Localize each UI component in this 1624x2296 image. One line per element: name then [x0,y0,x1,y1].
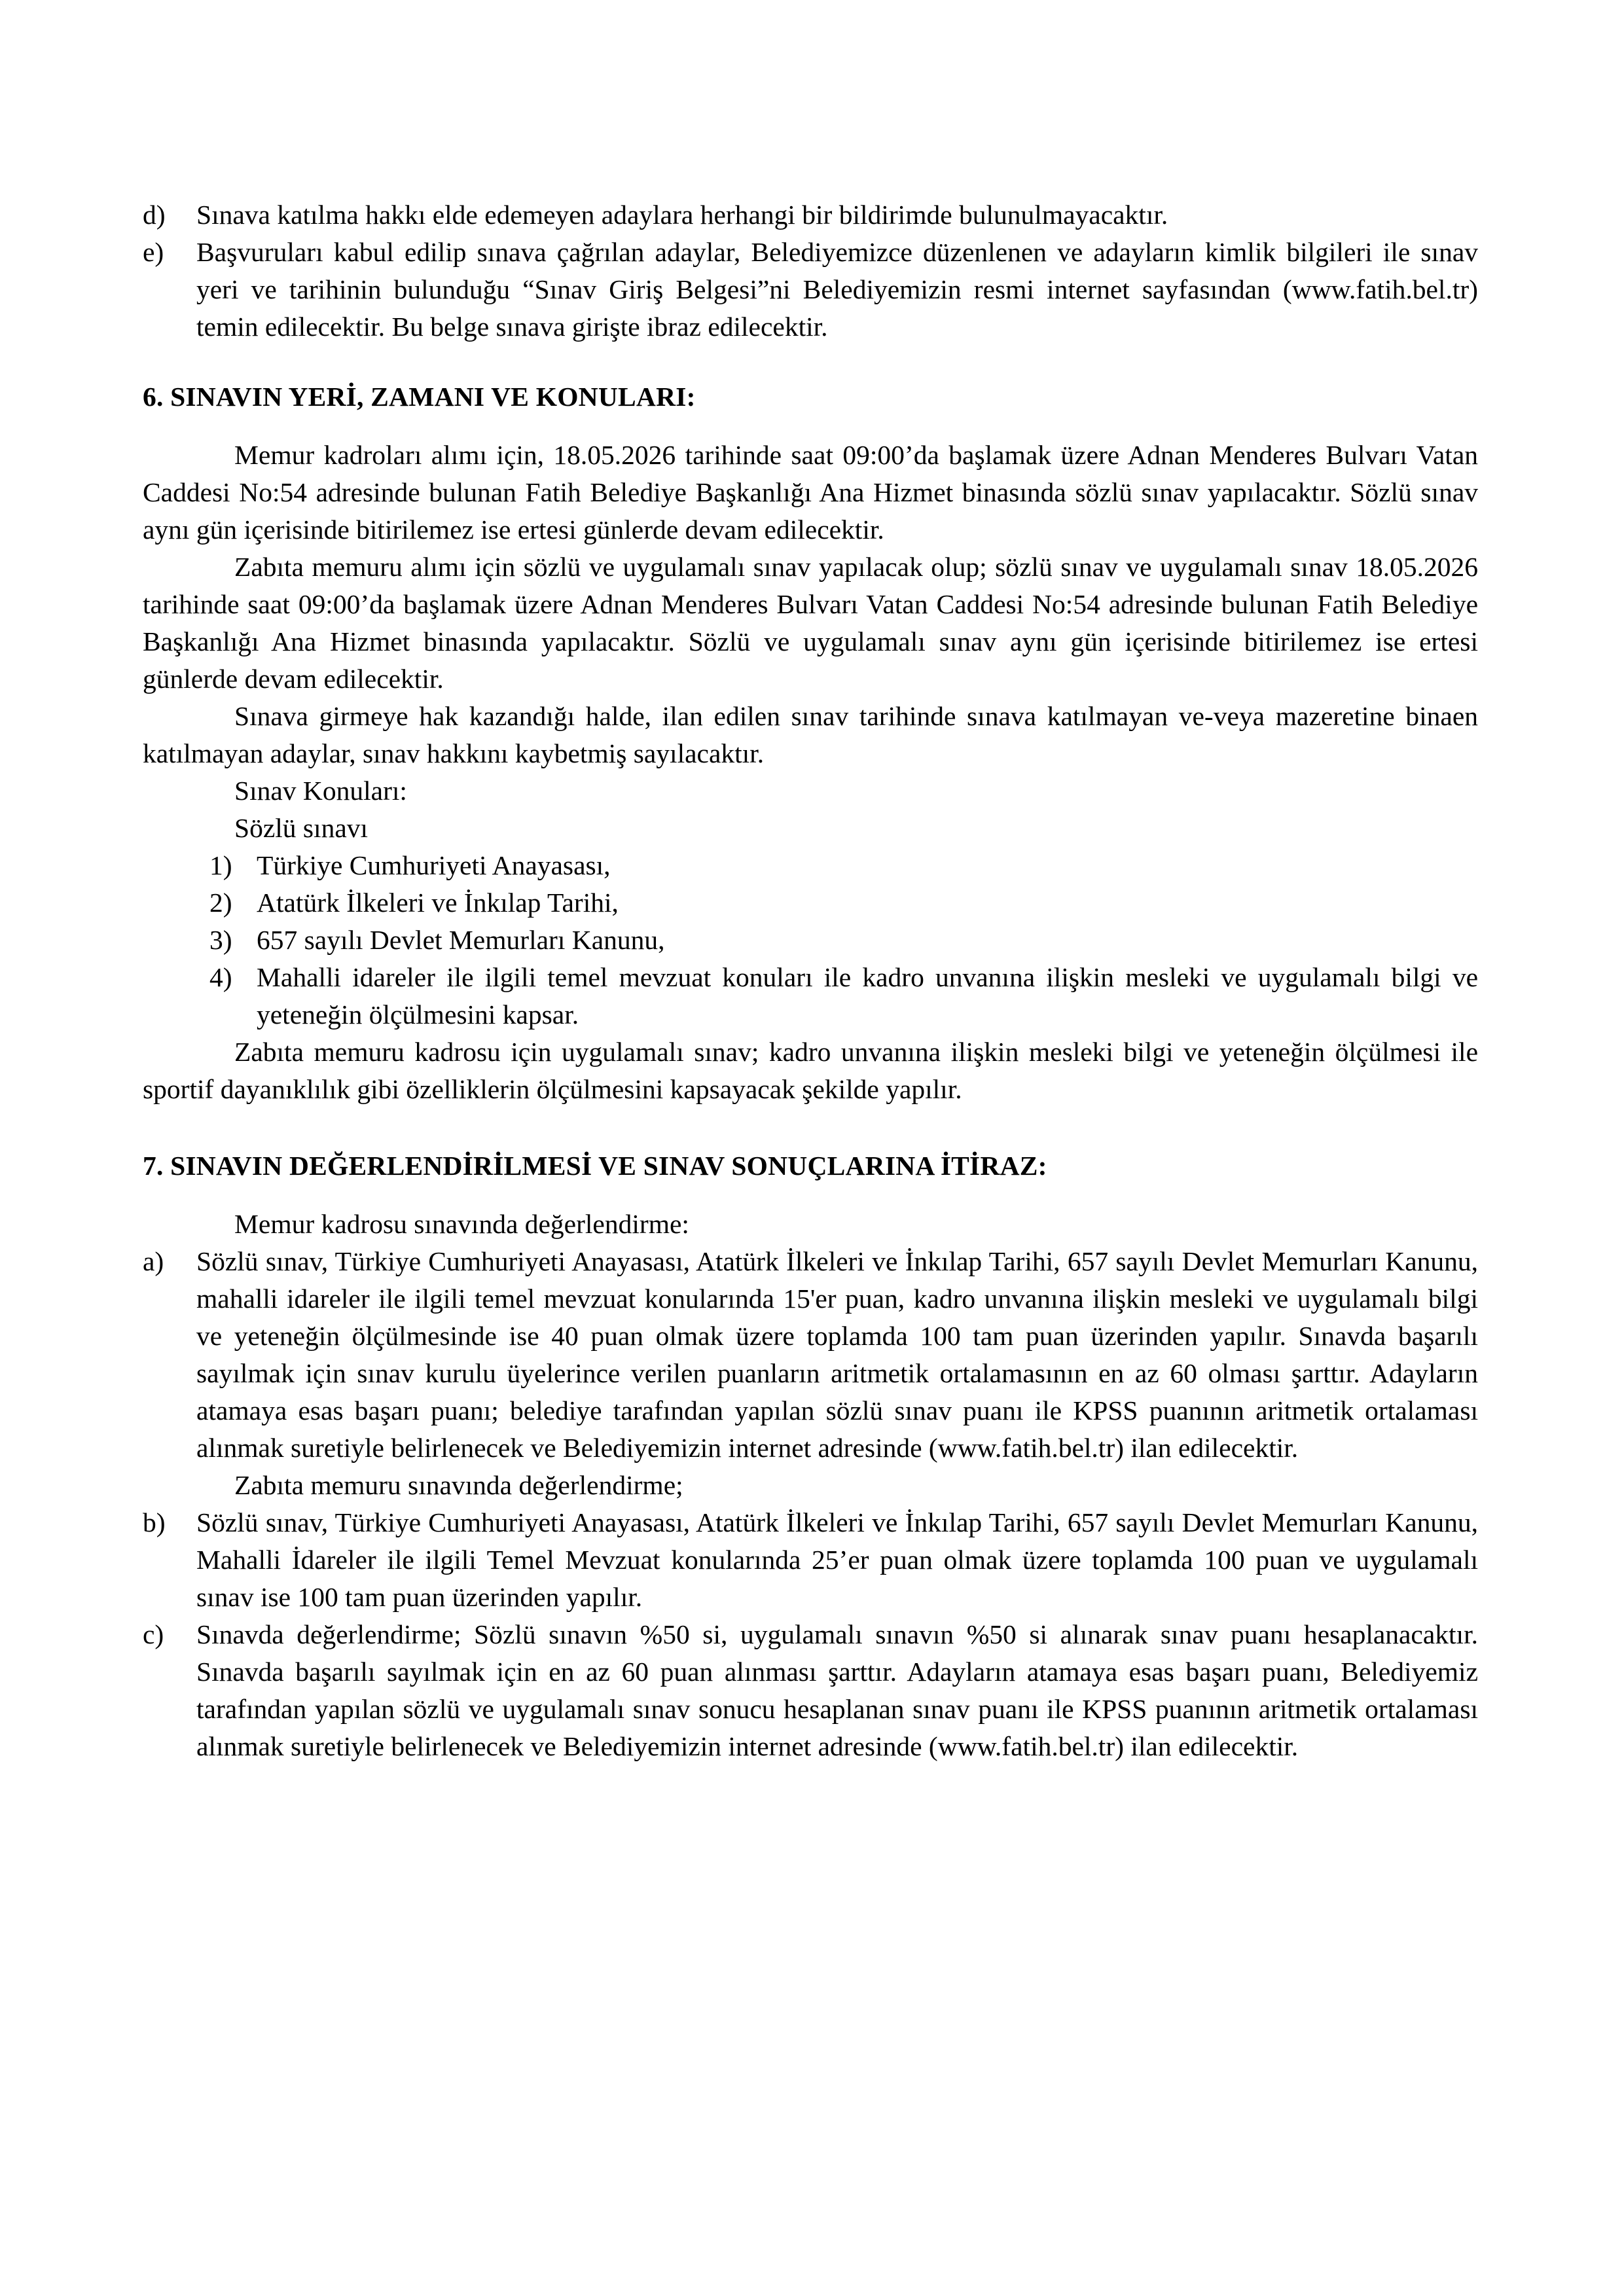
list-marker: 4) [209,962,232,992]
section-6-paragraph-2: Zabıta memuru alımı için sözlü ve uygulamalı sınav yapılacak olup; sözlü sınav ve uygulamalı sınav 18.05.2026 tarihinde saat 09:00’da başlamak üzere Adnan Menderes Bulvarı Vatan Caddesi No:54 adresinde bulunan Fatih Belediye Başkanlığı Ana Hizmet binasında yapılacaktır. Sözlü ve uygulamalı sınav aynı gün içerisinde bitirilemez ise ertesi günlerde devam edilecektir. [143,552,1478,694]
list-item-text: Başvuruları kabul edilip sınava çağrılan adaylar, Belediyemizce düzenlenen ve adayların kimlik bilgileri ile sınav yeri ve tarihinin bulunduğu “Sınav Giriş Belgesi”ni Belediyemizin resmi internet sayfasından (www.fatih.bel.tr) temin edilecektir. Bu belge sınava girişte ibraz edilecektir. [196,237,1478,342]
list-item-text: Sözlü sınav, Türkiye Cumhuriyeti Anayasası, Atatürk İlkeleri ve İnkılap Tarihi, 657 sayılı Devlet Memurları Kanunu, mahalli idareler ile ilgili temel mevzuat konularında 15'er puan, kadro unvanına ilişkin mesleki ve uygulamalı bilgi ve yeteneğin ölçülmesinde ise 40 puan olmak üzere toplamda 100 tam puan üzerinden yapılır. Sınavda başarılı sayılmak için sınav kurulu üyelerince verilen puanların aritmetik ortalamasının en az 60 olması şarttır. Adayların atamaya esas başarı puanı; belediye tarafından yapılan sözlü sınav puanı ile KPSS puanının aritmetik ortalaması alınmak suretiyle belirlenecek ve Belediyemizin internet adresinde (www.fatih.bel.tr) ilan edilecektir. [196,1246,1478,1463]
list-marker: e) [143,237,164,267]
list-item [209,847,1478,884]
list-item-text: Sınava katılma hakkı elde edemeyen adaylara herhangi bir bildirimde bulunulmayacaktır. [196,200,1168,230]
oral-exam-label: Sözlü sınavı [234,813,369,843]
spacer [143,346,1478,378]
section-6-paragraph-3: Sınava girmeye hak kazandığı halde, ilan edilen sınav tarihinde sınava katılmayan ve-veya mazeretine binaen katılmayan adaylar, sınav hakkını kaybetmiş sayılacaktır. [143,701,1478,768]
section-7-heading: 7. SINAVIN DEĞERLENDİRİLMESİ VE SINAV SONUÇLARINA İTİRAZ: [143,1151,1047,1181]
section-7-list-a [143,1243,1478,1467]
list-marker: 1) [209,850,232,880]
exam-subjects-list [143,847,1478,1033]
memur-evaluation-label: Memur kadrosu sınavında değerlendirme: [234,1209,689,1239]
list-item-text: Sınavda değerlendirme; Sözlü sınavın %50 si, uygulamalı sınavın %50 si alınarak sınav puanı hesaplanacaktır. Sınavda başarılı sayılmak için en az 60 puan alınması şarttır. Adayların atamaya esas başarı puanı, Belediyemiz tarafından yapılan sözlü ve uygulamalı sınav sonucu hesaplanan sınav puanı ile KPSS puanının aritmetik ortalaması alınmak suretiyle belirlenecek ve Belediyemizin internet adresinde (www.fatih.bel.tr) ilan edilecektir. [196,1619,1478,1761]
list-item [143,1243,1478,1467]
spacer [143,1185,1478,1206]
section-6-paragraph-1: Memur kadroları alımı için, 18.05.2026 tarihinde saat 09:00’da başlamak üzere Adnan Menderes Bulvarı Vatan Caddesi No:54 adresinde bulunan Fatih Belediye Başkanlığı Ana Hizmet binasında sözlü sınav yapılacaktır. Sözlü sınav aynı gün içerisinde bitirilemez ise ertesi günlerde devam edilecektir. [143,440,1478,545]
spacer [143,416,1478,437]
list-marker: d) [143,200,166,230]
list-marker: a) [143,1246,164,1276]
list-marker: 2) [209,888,232,918]
list-item [143,196,1478,234]
list-item [143,234,1478,346]
exam-subjects-label: Sınav Konuları: [234,776,407,806]
intro-lettered-list [143,196,1478,346]
section-7-list-bc [143,1504,1478,1765]
section-6-closing-paragraph: Zabıta memuru kadrosu için uygulamalı sınav; kadro unvanına ilişkin mesleki bilgi ve yeteneğin ölçülmesi ile sportif dayanıklılık gibi özelliklerin ölçülmesini kapsayacak şekilde yapılır. [143,1037,1478,1104]
list-marker: 3) [209,925,232,955]
list-item-text: Atatürk İlkeleri ve İnkılap Tarihi, [257,888,619,918]
list-marker: b) [143,1507,166,1537]
list-item-text: Türkiye Cumhuriyeti Anayasası, [257,850,611,880]
list-item-text: Mahalli idareler ile ilgili temel mevzuat konuları ile kadro unvanına ilişkin mesleki ve uygulamalı bilgi ve yeteneğin ölçülmesini kapsar. [257,962,1478,1030]
list-item [209,884,1478,922]
spacer [143,1108,1478,1147]
list-item [143,1504,1478,1616]
section-6-heading: 6. SINAVIN YERİ, ZAMANI VE KONULARI: [143,382,696,412]
list-item [209,922,1478,959]
list-marker: c) [143,1619,164,1649]
document-body [143,196,1478,1765]
list-item-text: Sözlü sınav, Türkiye Cumhuriyeti Anayasası, Atatürk İlkeleri ve İnkılap Tarihi, 657 sayılı Devlet Memurları Kanunu, Mahalli İdareler ile ilgili Temel Mevzuat konularında 25’er puan olmak üzere toplamda 100 puan ve uygulamalı sınav ise 100 tam puan üzerinden yapılır. [196,1507,1478,1612]
zabita-evaluation-label: Zabıta memuru sınavında değerlendirme; [234,1470,683,1500]
list-item [143,1616,1478,1765]
list-item-text: 657 sayılı Devlet Memurları Kanunu, [257,925,665,955]
list-item [209,959,1478,1033]
